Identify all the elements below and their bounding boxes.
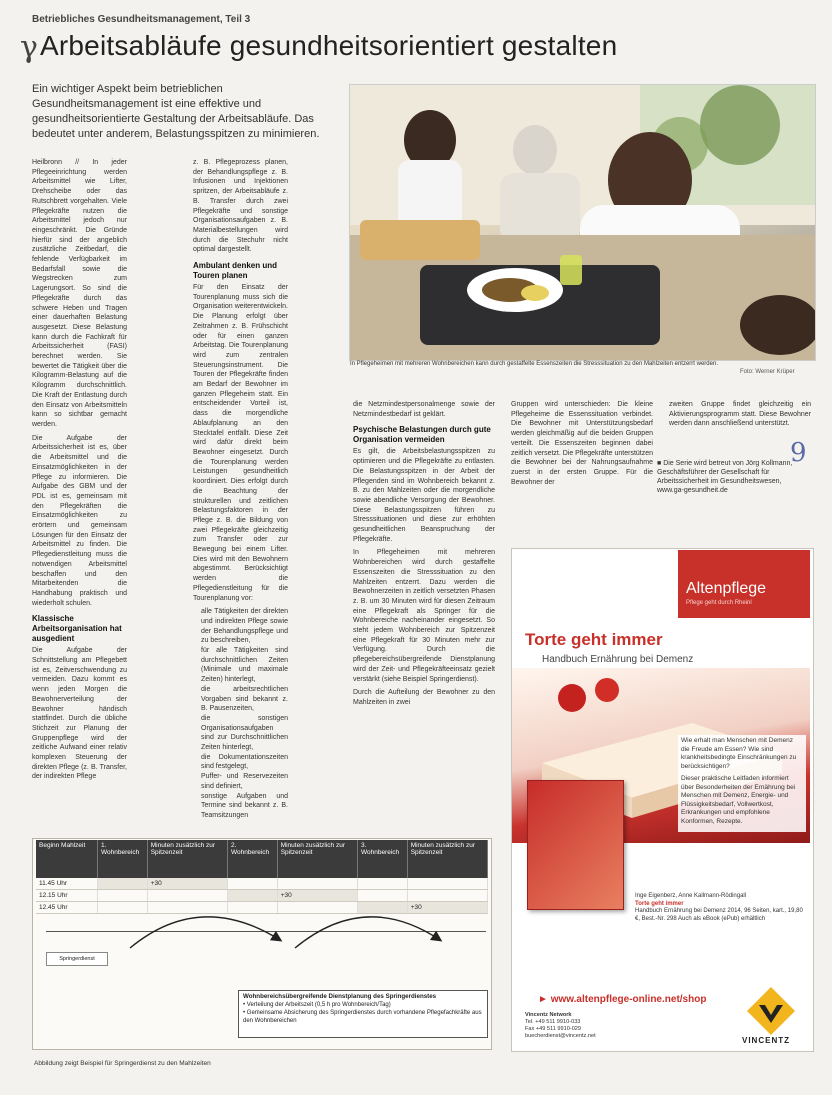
list-item: • Puffer- und Reservezeiten sind definiert, xyxy=(201,772,288,791)
table-cell: 11.45 Uhr xyxy=(36,878,98,890)
subheading: Psychische Belastungen durch gute Organisation vermeiden xyxy=(353,425,491,445)
series-kicker: Betriebliches Gesundheitsmanagement, Teil 3 xyxy=(32,14,251,25)
legend-item: • Gemeinsame Absicherung des Springerdienstes durch vorhandene Pflegefachkräfte aus den Wohnbereichen xyxy=(243,1010,482,1024)
paragraph: Für den Einsatz der Tourenplanung muss sich die Organisation weiterentwickeln. Die Planung erfolgt über Zeitrahmen z. B. Frühschicht oder für einen ganzen Arbeitstag. Die Tourenplanung wird zum zentralen Steuerungsinstrument. Die Touren der Pflegekräfte finden am Bedarf der Bewohner im ganzen Pflegeheim statt. Ein entscheidender Vorteil ist, dass die morgendliche Ablaufplanung an den Stecktafel entfällt. Diese Zeit wird dafür direkt beim Bewohner eingesetzt. Durch die Tourenplanung werden Leistungen gesundheitlich koordiniert. Dies erfolgt durch die Beachtung der strukturellen und zeitlichen Belastungsfaktoren in der Pflege z. B. die Bildung von zwei Pflegekräfte gleichzeitig zum Transfer oder zur Bewegung bei einem Lifter. Dies wird mit den Bewohnern abgestimmt. Berücksichtigt werden die Pflegedienstleitung für die Tourenplanung vor: xyxy=(193,284,288,602)
book-author: Inge Eigenberz, Anne Kallmann-Rödingall xyxy=(635,893,747,899)
column-header: Minuten zusätzlich zur Spitzenzeit xyxy=(277,840,357,878)
column-header: 3. Wohnbereich xyxy=(357,840,407,878)
ad-headline: Torte geht immer xyxy=(525,630,663,649)
title-glyph: γ xyxy=(20,30,38,65)
figure-caption: Abbildung zeigt Beispiel für Springerdienst zu den Mahlzeiten xyxy=(34,1060,211,1067)
shop-url[interactable]: www.altenpflege-online.net/shop xyxy=(550,994,707,1005)
text-column-2 xyxy=(193,158,288,833)
contact-company: Vincentz Network xyxy=(525,1012,572,1018)
photo-illustration xyxy=(350,85,815,360)
ad-blurb xyxy=(678,735,806,832)
ad-subheadline: Handbuch Ernährung bei Demenz xyxy=(542,654,694,665)
list-item: • die arbeitsrechtlichen Vorgaben sind bekannt z. B. Pausenzeiten, xyxy=(201,685,288,714)
paragraph: Die Aufgabe der Arbeitssicherheit ist es, über die Arbeitsmittel und die Einsatzmöglichkeiten in der Pflege zu informieren. Die Aufgabe des GBM und der PDL ist es, gemeinsam mit den Pflegekräften die Einsatzmöglichkeiten zu erörtern und gemeinsam Lösungen für den Einsatz der Arbeitsmittel zu finden. Die Pflegedienstleitung muss die notwendigen Arbeitsmittel beschaffen und den Mitarbeitenden die Handhabung praktisch und wiederholt schulen. xyxy=(32,434,127,607)
table-cell: +30 xyxy=(277,890,357,902)
shop-link[interactable]: ► www.altenpflege-online.net/shop xyxy=(538,994,707,1005)
springer-arrows xyxy=(120,900,450,960)
series-note: ■ Die Serie wird betreut von Jörg Kollmann, Geschäftsführer der Gesellschaft für Arbeitssicherheit im Gesundheitswesen, www.ga-gesundheit.de xyxy=(657,460,793,494)
paragraph: Durch die Aufteilung der Bewohner zu den Mahlzeiten in zwei xyxy=(353,689,495,706)
brand-tagline: Pflege geht durch Rheinl xyxy=(686,600,752,606)
article-photo xyxy=(349,84,816,361)
paragraph: zweiten Gruppe findet gleichzeitig ein Aktivierungsprogramm statt. Diese Bewohner werden dann anschließend unterstützt. xyxy=(669,401,811,428)
subheading: Klassische Arbeitsorganisation hat ausgedient xyxy=(32,614,122,644)
legend-item-text: Verteilung der Arbeitszeit (0,5 h pro Wohnbereich/Tag) xyxy=(246,1002,391,1008)
book-cover xyxy=(527,780,624,910)
table-row xyxy=(36,878,488,890)
arrow-1-to-2 xyxy=(130,917,280,948)
subheading: Ambulant denken und Touren planen xyxy=(193,261,277,281)
legend-item-text: Gemeinsame Absicherung des Springerdienstes durch vorhandene Pflegefachkräfte aus den Wohnbereichen xyxy=(243,1010,482,1024)
chart-legend xyxy=(238,990,488,1038)
requirements-list xyxy=(193,607,288,820)
arrow-2-to-3 xyxy=(295,917,440,948)
list-continuation: die Netzmindestpersonalmenge sowie der Netzmindestbedarf ist geklärt. xyxy=(353,401,495,418)
magazine-logo-banner xyxy=(678,550,810,618)
text-column-3 xyxy=(353,400,495,835)
ad-blurb-paragraph: Wie erhalt man Menschen mit Demenz die Freude am Essen? Wie sind krankheitsbedingte Einschränkungen zu berücksichtigen? xyxy=(681,737,797,770)
vincentz-logo-icon xyxy=(745,985,797,1035)
list-item: • sonstige Aufgaben und Termine sind bekannt z. B. Teamsitzungen xyxy=(201,792,288,821)
paragraph: Es gilt, die Arbeitsbelastungsspitzen zu optimieren und die Pflegekräfte zu entlasten. Die Belastungsspitzen in der Arbeit der Pflegenden sind im Wohnbereich bekannt z. B. zu den Mahlzeiten oder die morgendliche sowie abendliche Versorgung der Bewohner. Diese Belastungsspitzen führen zu Stresssituationen und diese zur erhöhten gesundheitlichen Beanspruchung der Pflegekräfte. xyxy=(353,448,495,543)
book-title: Torte geht immer xyxy=(635,900,684,907)
series-note-text: Die Serie wird betreut von Jörg Kollmann, Geschäftsführer der Gesellschaft für Arbeitssicherheit im Gesundheitswesen, www.ga-gesundheit.de xyxy=(657,460,793,494)
column-header: 2. Wohnbereich xyxy=(227,840,277,878)
column-header: 1. Wohnbereich xyxy=(98,840,148,878)
publisher-contact xyxy=(525,1012,665,1040)
article-lead: Ein wichtiger Aspekt beim betrieblichen Gesundheitsmanagement ist eine effektive und gesundheitsorientierte Gestaltung der Arbeitsabläufe. Das bedeutet unter anderem, Belastungsspitzen zu minimieren. xyxy=(32,83,320,140)
contact-fax: Fax +49 511 9910-029 xyxy=(525,1026,582,1032)
table-cell xyxy=(98,878,148,890)
table-cell xyxy=(357,878,407,890)
ad-blurb-paragraph: Dieser praktische Leitfaden informiert über Besonderheiten der Ernährung bei Menschen mit Demenz, Energie- und Flüssigkeitsbedarf, Vollwertkost, Erkrankungen und empfohlene Konformen, Rezepte. xyxy=(681,775,796,825)
table-cell xyxy=(227,878,277,890)
paragraph: Gruppen wird unterschieden: Die kleine Pflegeheime die Essenssituation verbindet. Die Bewohner mit Unterstützungsbedarf werden gleichmäßig auf die beiden Gruppen verteilt. Die Essenszeiten beginnen dabei zeitlich versetzt. Die Pflegekräfte unterstützen die Bewohner bei der Nahrungsaufnahme zuerst in der ersten Gruppe. Für die Bewohner der xyxy=(511,401,653,486)
column-header: Minuten zusätzlich zur Spitzenzeit xyxy=(407,840,487,878)
table-cell: +30 xyxy=(407,902,487,914)
table-header-row xyxy=(36,840,488,878)
legend-title: Wohnbereichsübergreifende Dienstplanung des Springerdienstes xyxy=(243,993,437,1000)
springer-label: Springerdienst xyxy=(46,952,108,966)
list-item: • die sonstigen Organisationsaufgaben sind zur Durchschnittlichen Zeiten hinterlegt, xyxy=(201,714,288,753)
column-header: Minuten zusätzlich zur Spitzenzeit xyxy=(147,840,227,878)
table-cell: 12.15 Uhr xyxy=(36,890,98,902)
table-cell: +30 xyxy=(147,878,227,890)
paragraph: In Pflegeheimen mit mehreren Wohnbereichen wird durch gestaffelte Essenszeiten die Stresssituation zu den Mahlzeiten entzerrt. Dazu werden die Bewohnerzeiten in zeitlich versetzten Phasen z. B. um 30 Minuten wird für diesen Zeitraum eine Pflegekraft als Springer für die Wohnbereiche nacheinander eingesetzt. So steht jedem Wohnbereich zur Spitzenzeit eine Pflegekraft für 30 Minuten mehr zur Verfügung. Durch die pflegebereichsübergreifende Dienstplanung wird der Zeit- und Pflegekräfteeinsatz gezielt verstärkt (siehe Beispiel Springerdienst). xyxy=(353,549,495,683)
list-item: • alle Tätigkeiten der direkten und indirekten Pflege sowie der Behandlungspflege und zu beschreiben, xyxy=(201,607,288,646)
legend-item: • Verteilung der Arbeitszeit (0,5 h pro Wohnbereich/Tag) xyxy=(243,1002,391,1008)
paragraph: z. B. Pflegeprozess planen, der Behandlungspflege z. B. Infusionen und Injektionen spritzen, der Arbeitsabläufe z. B. Transfer durch zwei Pflegekräfte und sonstige Organisationsaufgaben z. B. Materialbestellungen wird durch die Stechuhr nicht optimal dargestellt. xyxy=(193,159,288,254)
paragraph: Heilbronn // In jeder Pflegeeinrichtung werden Arbeitsmittel wie Lifter, Drehscheibe oder das Rutschbrett vorgehalten. Viele Pflegekräfte nutzen die Arbeitsmittel jedoch nur eingeschränkt. Die Gründe hierfür sind der angeblich zusätzliche Zeitbedarf, die fehlende Verfügbarkeit im Bedarfsfall sowie die Wegstrecken zum Lagerungsort. So sind die Pflegekräfte durch das schwere Heben und Tragen einer dauerhaften Belastung ausgesetzt. Diese Belastung kann durch die Fachkraft für Arbeitssicherheit (FASI) berechnet werden. Sie bewertet die Tätigkeit über die Kilogramm-Belastung auf die Kilogramm durchschnittlich. Die Kraft der Entlastung durch den Einsatz von Arbeitsmitteln kann so sichtbar gemacht werden. xyxy=(32,159,127,428)
list-item: • für alle Tätigkeiten sind durchschnittlichen Zeiten (Minimale und maximale Zeiten) hinterlegt, xyxy=(201,646,288,685)
text-column-4 xyxy=(511,400,653,520)
table-cell: 12.45 Uhr xyxy=(36,902,98,914)
paragraph: Die Aufgabe der Schnittstellung am Pflegebett ist es, Zeitverschwendung zu vermeiden. Dazu kommt es wenn jeden Morgen die Bewohnerverteilung der Bewohner händisch stattfindet. Durch die übliche Stichzeit zur Planung der Gruppenpflege wird der zeitliche Aufwand einer relativ komplexen Steuerung der direkten Pflege (z. B. Transfer, der indirekten Pflege xyxy=(32,647,127,781)
photo-credit: Foto: Werner Krüper xyxy=(740,369,795,375)
table-cell xyxy=(407,878,487,890)
book-info xyxy=(635,893,805,923)
table-cell xyxy=(277,878,357,890)
article-title: Arbeitsabläufe gesundheitsorientiert gestalten xyxy=(40,30,618,61)
book-details: Handbuch Ernährung bei Demenz 2014, 96 Seiten, kart., 19,80 €, Best.-Nr. 298 Auch als eBook (ePub) erhältlich xyxy=(635,908,803,922)
vincentz-wordmark: VINCENTZ xyxy=(742,1036,790,1045)
text-column-1 xyxy=(32,158,127,833)
contact-phone: Tel. +49 511 9910-033 xyxy=(525,1019,581,1025)
handwritten-page-number: 9 xyxy=(790,438,807,468)
contact-email: buecherdienst@vincentz.net xyxy=(525,1033,596,1039)
list-item: • die Dokumentationszeiten sind festgelegt, xyxy=(201,753,288,772)
column-header: Beginn Mahlzeit xyxy=(36,840,98,878)
brand-name: Altenpflege xyxy=(686,580,767,597)
photo-caption: In Pflegeheimen mit mehreren Wohnbereichen kann durch gestaffelte Essenszeiten die Stresssituation zu den Mahlzeiten entzerrt werden. xyxy=(350,361,718,367)
